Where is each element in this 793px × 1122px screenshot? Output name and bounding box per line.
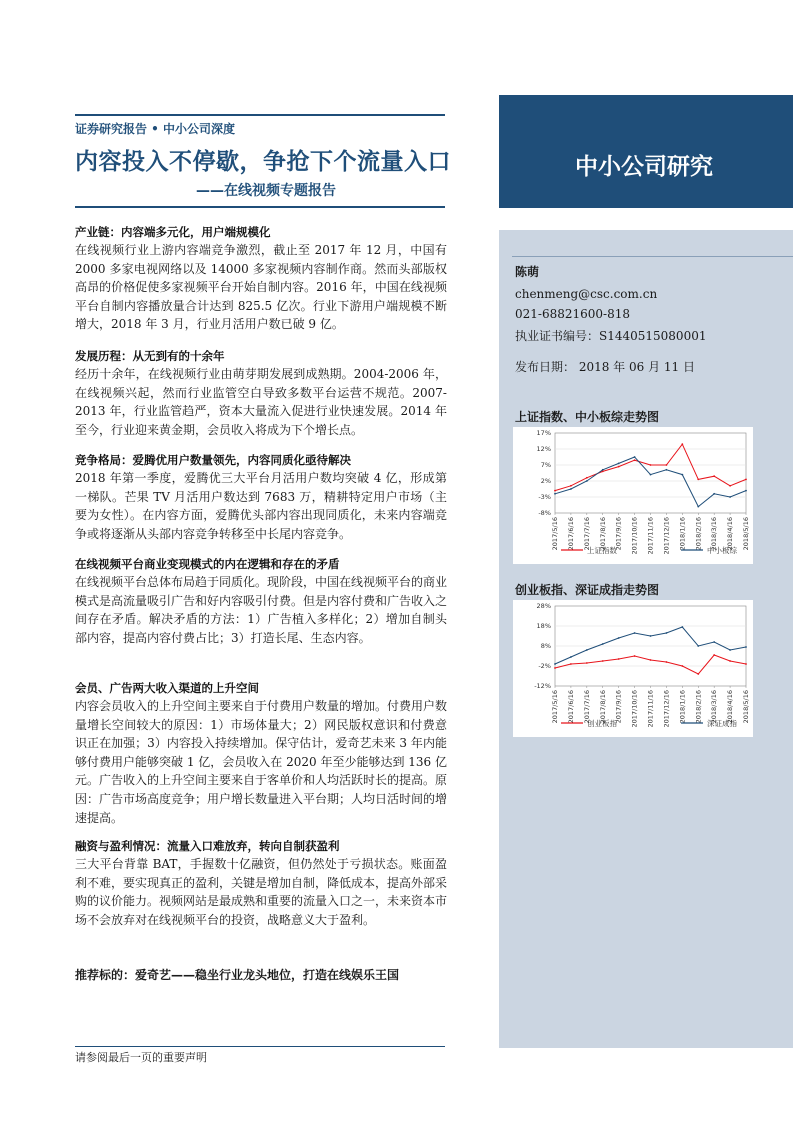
header-bottom-rule bbox=[75, 206, 445, 208]
chart-2-data-point bbox=[666, 632, 668, 634]
chart-1-x-tick-label: 2018/1/16 bbox=[678, 517, 687, 551]
header-top-rule bbox=[75, 114, 445, 116]
chart-2-data-point bbox=[570, 656, 572, 658]
chart-2-y-tick-label: 28% bbox=[536, 602, 551, 610]
chart-1-y-tick-label: 12% bbox=[536, 445, 551, 453]
chart-1-data-point bbox=[681, 474, 683, 476]
chart-2-x-tick-label: 2017/5/16 bbox=[551, 690, 559, 724]
chart-2-x-tick-label: 2017/8/16 bbox=[598, 690, 607, 724]
footer-disclaimer: 请参阅最后一页的重要声明 bbox=[75, 1051, 207, 1064]
chart-1-x-tick-label: 2017/8/16 bbox=[598, 517, 607, 551]
section-competition bbox=[75, 451, 447, 543]
chart-1-data-point bbox=[745, 490, 747, 492]
chart-1-data-point bbox=[666, 464, 668, 466]
chart-2-data-point bbox=[618, 637, 620, 639]
chart-1 bbox=[513, 427, 753, 564]
section-heading: 融资与盈利情况：流量入口难放弃，转向自制获盈利 bbox=[75, 839, 340, 853]
author-phone: 021-68821600-818 bbox=[515, 307, 630, 321]
chart-2-data-point bbox=[554, 663, 556, 665]
brand-label: 中小公司研究 bbox=[575, 154, 713, 180]
chart-1-y-tick-label: 7% bbox=[540, 461, 551, 469]
chart-1-data-point bbox=[570, 485, 572, 487]
chart-1-x-tick-label: 2017/7/16 bbox=[582, 517, 591, 551]
chart-1-x-tick-label: 2018/3/16 bbox=[710, 517, 719, 551]
chart-2-data-point bbox=[681, 626, 683, 628]
chart-1-y-tick-label: 17% bbox=[536, 429, 551, 437]
chart-2-data-point bbox=[650, 635, 652, 637]
chart-2-data-point bbox=[618, 658, 620, 660]
chart-1-x-tick-label: 2017/12/16 bbox=[662, 517, 671, 555]
chart-1-data-point bbox=[650, 474, 652, 476]
author-license: 执业证书编号：S1440515080001 bbox=[515, 329, 707, 343]
section-history bbox=[75, 347, 447, 439]
chart-2-data-point bbox=[713, 641, 715, 643]
chart-1-data-point bbox=[634, 456, 636, 458]
chart-2-data-point bbox=[681, 665, 683, 667]
chart-2-data-point bbox=[634, 655, 636, 657]
chart-2-y-tick-label: 8% bbox=[540, 642, 551, 650]
chart-2-x-tick-label: 2017/6/16 bbox=[566, 690, 575, 724]
section-body: 在线视频行业上游内容端竞争激烈，截止至 2017 年 12 月，中国有 2000 多家电视网络以及 14000 多家视频内容制作商。然而头部版权高昂的价格促使多家视频平台开始自制内容。2016 年，中国在线视频平台自制内容播放量合计达到 825.5 亿次。行业下游用户端规模不断增大，2018 年 3 月，行业月活用户数已破 9 亿。 bbox=[75, 243, 447, 332]
chart-2-legend-label: 创业板指 bbox=[587, 719, 617, 728]
chart-1-y-tick-label: -3% bbox=[538, 493, 551, 501]
section-heading: 发展历程：从无到有的十余年 bbox=[75, 349, 225, 363]
chart-2-series-line-1 bbox=[555, 655, 746, 674]
chart-2-data-point bbox=[634, 632, 636, 634]
chart-1-data-point bbox=[666, 469, 668, 471]
recommended-stock: 推荐标的：爱奇艺——稳坐行业龙头地位，打造在线娱乐王国 bbox=[75, 968, 400, 982]
chart-1-y-tick-label: 2% bbox=[540, 477, 551, 485]
chart-2-data-point bbox=[697, 673, 699, 675]
chart-1-legend-label: 中小板综 bbox=[707, 546, 737, 555]
section-heading: 竞争格局：爱腾优用户数量领先，内容同质化亟待解决 bbox=[75, 453, 351, 467]
section-body: 在线视频平台总体布局趋于同质化。现阶段，中国在线视频平台的商业模式是高流量吸引广告和好内容吸引付费。但是内容付费和广告收入之间存在矛盾。解决矛盾的方法：1）广告植入多样化；2）增加自制头部内容，提高内容付费占比；3）打造长尾、生态内容。 bbox=[75, 575, 448, 645]
chart-2-y-tick-label: -12% bbox=[534, 682, 551, 690]
chart-1-x-tick-label: 2018/4/16 bbox=[726, 517, 735, 551]
page-title: 内容投入不停歇，争抢下个流量入口 bbox=[75, 149, 451, 175]
chart-1-x-tick-label: 2017/6/16 bbox=[566, 517, 575, 551]
section-body: 2018 年第一季度，爱腾优三大平台月活用户数均突破 4 亿，形成第一梯队。芒果 TV 月活用户数达到 7683 万，精耕特定用户市场（主要为女性）。在内容方面，爱腾优头部内容出现同质化，未来内容端竞争或将逐渐从头部内容竞争转移至中长尾内容竞争。 bbox=[75, 471, 447, 541]
chart-1-data-point bbox=[554, 493, 556, 495]
author-separator bbox=[512, 256, 793, 257]
chart-2-data-point bbox=[745, 646, 747, 648]
chart-2-data-point bbox=[586, 662, 588, 664]
chart-2-y-tick-label: 18% bbox=[536, 622, 551, 630]
chart-2-data-point bbox=[729, 660, 731, 662]
chart-1-data-point bbox=[618, 463, 620, 465]
chart-1-data-point bbox=[745, 479, 747, 481]
chart-1-series-line-1 bbox=[555, 444, 746, 490]
chart-1-data-point bbox=[618, 466, 620, 468]
section-industry-chain bbox=[75, 223, 447, 334]
chart-2-legend-label: 深证成指 bbox=[707, 719, 737, 728]
section-body: 内容会员收入的上升空间主要来自于付费用户数量的增加。付费用户数量增长空间较大的原因：1）市场体量大；2）网民版权意识和付费意识正在加强；3）内容投入持续增加。保守估计，爱奇艺未来 3 年内能够付费用户能够突破 1 亿，会员收入在 2020 年至少能够达到 136 亿元。广告收入的上升空间主要来自于客单价和人均活跃时长的提高。原因：广告市场高度竞争；用户增长数量进入平台期；人均日活时间的增速提高。 bbox=[75, 699, 448, 825]
chart-2-data-point bbox=[666, 661, 668, 663]
footer-rule bbox=[75, 1046, 445, 1047]
chart-2-data-point bbox=[697, 645, 699, 647]
author-name: 陈萌 bbox=[515, 265, 540, 279]
chart-2-data-point bbox=[729, 649, 731, 651]
chart-1-x-tick-label: 2017/9/16 bbox=[614, 517, 623, 551]
chart-1-x-tick-label: 2018/5/16 bbox=[742, 517, 750, 551]
chart-1-x-tick-label: 2018/2/16 bbox=[694, 517, 703, 551]
chart-1-data-point bbox=[729, 496, 731, 498]
chart-1-data-point bbox=[697, 506, 699, 508]
chart-2-x-tick-label: 2017/9/16 bbox=[614, 690, 623, 724]
chart-1-data-point bbox=[602, 469, 604, 471]
chart-2-x-tick-label: 2018/1/16 bbox=[678, 690, 687, 724]
chart-1-x-tick-label: 2017/10/16 bbox=[630, 517, 639, 555]
chart-2-data-point bbox=[602, 643, 604, 645]
section-body: 三大平台背靠 BAT，手握数十亿融资，但仍然处于亏损状态。账面盈利不难，要实现真正的盈利，关键是增加自制，降低成本，提高外部采购的议价能力。视频网站是最成熟和重要的流量入口之一，未来资本市场不会放弃对在线视频平台的投资，战略意义大于盈利。 bbox=[75, 857, 448, 927]
chart-1-data-point bbox=[570, 488, 572, 490]
section-heading: 产业链：内容端多元化，用户端规模化 bbox=[75, 225, 271, 239]
chart-1-title: 上证指数、中小板综走势图 bbox=[515, 410, 660, 424]
chart-2-series-line-2 bbox=[555, 627, 746, 664]
chart-1-data-point bbox=[586, 477, 588, 479]
section-body: 经历十余年，在线视频行业由萌芽期发展到成熟期。2004-2006 年，在线视频兴起，然而行业监管空白导致多数平台运营不规范。2007-2013 年，行业监管趋严，资本大量流入促进行业快速发展。2014 年至今，行业迎来黄金期，会员收入将成为下个增长点。 bbox=[75, 367, 447, 437]
chart-2-data-point bbox=[586, 649, 588, 651]
chart-2-data-point bbox=[745, 663, 747, 665]
chart-2-x-tick-label: 2018/2/16 bbox=[694, 690, 703, 724]
chart-1-plot-frame bbox=[555, 433, 746, 513]
chart-1-data-point bbox=[729, 485, 731, 487]
page-subtitle: ——在线视频专题报告 bbox=[196, 183, 336, 199]
chart-2-x-tick-label: 2018/4/16 bbox=[726, 690, 735, 724]
chart-1-data-point bbox=[554, 490, 556, 492]
chart-2-data-point bbox=[713, 654, 715, 656]
chart-2-x-tick-label: 2017/7/16 bbox=[582, 690, 591, 724]
chart-1-data-point bbox=[713, 475, 715, 477]
chart-1-y-tick-label: -8% bbox=[538, 509, 551, 517]
chart-2-x-tick-label: 2017/10/16 bbox=[630, 690, 639, 728]
section-heading: 在线视频平台商业变现模式的内在逻辑和存在的矛盾 bbox=[75, 557, 340, 571]
chart-1-data-point bbox=[681, 443, 683, 445]
chart-1-data-point bbox=[634, 459, 636, 461]
chart-1-data-point bbox=[586, 480, 588, 482]
chart-2-y-tick-label: -2% bbox=[538, 662, 551, 670]
chart-2-data-point bbox=[554, 667, 556, 669]
section-heading: 会员、广告两大收入渠道的上升空间 bbox=[75, 681, 259, 695]
chart-2-x-tick-label: 2017/11/16 bbox=[646, 690, 655, 728]
section-business-model bbox=[75, 555, 447, 647]
chart-2-x-tick-label: 2018/5/16 bbox=[742, 690, 750, 724]
chart-1-x-tick-label: 2017/5/16 bbox=[551, 517, 559, 551]
chart-2-x-tick-label: 2017/12/16 bbox=[662, 690, 671, 728]
publish-date: 发布日期： 2018 年 06 月 11 日 bbox=[515, 360, 695, 374]
chart-1-data-point bbox=[650, 464, 652, 466]
chart-2-x-tick-label: 2018/3/16 bbox=[710, 690, 719, 724]
chart-2-data-point bbox=[650, 659, 652, 661]
chart-1-data-point bbox=[697, 479, 699, 481]
section-revenue-channels bbox=[75, 679, 447, 827]
author-email: chenmeng@csc.com.cn bbox=[515, 287, 658, 301]
chart-2-data-point bbox=[602, 660, 604, 662]
chart-1-x-tick-label: 2017/11/16 bbox=[646, 517, 655, 555]
chart-2 bbox=[513, 600, 753, 737]
chart-2-data-point bbox=[570, 663, 572, 665]
chart-1-legend-label: 上证指数 bbox=[587, 546, 617, 555]
chart-2-title: 创业板指、深证成指走势图 bbox=[515, 583, 660, 597]
section-financing bbox=[75, 837, 447, 929]
report-type: 证券研究报告 • 中小公司深度 bbox=[75, 122, 236, 136]
chart-1-data-point bbox=[713, 493, 715, 495]
